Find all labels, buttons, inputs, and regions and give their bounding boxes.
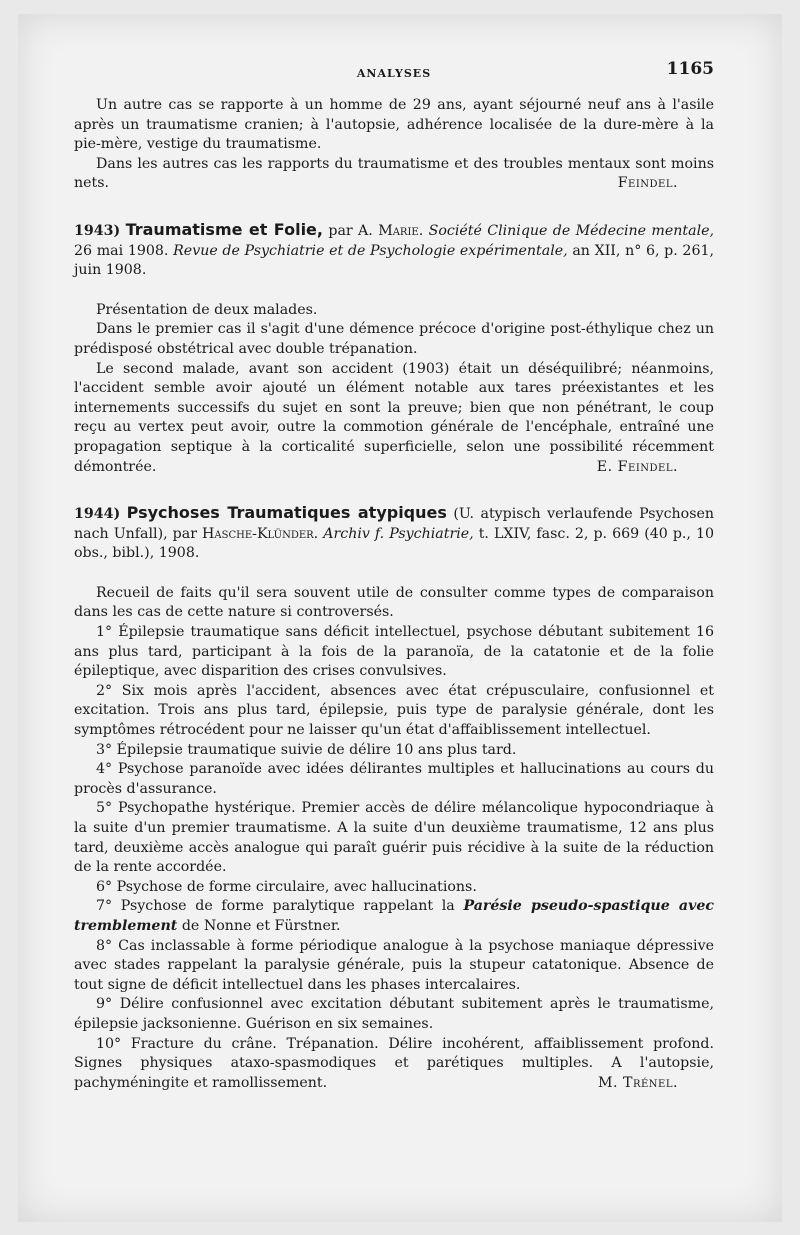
intro-signature: Feindel. xyxy=(617,175,678,192)
entry-1944-item-8: 8° Cas inclassable à forme périodique analogue à la psychose maniaque dépressive avec stades rappelant la paralysie générale, puis la stupeur catatonique. Absence de tout signe de déficit intellectuel dans les phases intercalaires. xyxy=(74,937,714,993)
entry-1944-subtitle: (U. atypisch verlaufende Psychosen nach Unfall), par xyxy=(74,506,715,542)
entry-1943 xyxy=(74,220,714,477)
entry-1943-paragraph-1: Présentation de deux malades. xyxy=(96,301,318,318)
entry-1944-title: Psychoses Traumatiques atypiques xyxy=(126,503,447,523)
intro-paragraph-1: Un autre cas se rapporte à un homme de 29 ans, ayant séjourné neuf ans à l'asile après un traumatisme cranien; à l'autopsie, adhérence localisée de la dure-mère à la pie-mère, vestige du traumatisme. xyxy=(74,97,714,153)
entry-1943-source-b: Revue de Psychiatrie et de Psychologie expérimentale, xyxy=(173,242,568,259)
entry-1944-number: 1944) xyxy=(74,506,121,523)
page-number: 1165 xyxy=(666,59,714,79)
header-title: ANALYSES xyxy=(356,67,432,80)
entry-1944-item-9: 9° Délire confusionnel avec excitation débutant subitement après le traumatisme, épilepsie jacksonienne. Guérison en six semaines. xyxy=(74,996,714,1032)
entry-1944-item-6: 6° Psychose de forme circulaire, avec hallucinations. xyxy=(96,878,477,895)
entry-1943-number: 1943) xyxy=(74,222,121,239)
entry-1944-item-2: 2° Six mois après l'accident, absences avec état crépusculaire, confusionnel et excitation. Trois ans plus tard, épilepsie, puis type de paralysie générale, dont les symptômes rétrocédent pour ne laisser qu'un état d'affaiblissement intellectuel. xyxy=(74,682,714,739)
page-sheet xyxy=(18,14,782,1222)
running-header xyxy=(74,59,714,84)
entry-1944-item-5: 5° Psychopathe hystérique. Premier accès de délire mélancolique hypocondriaque à la suite d'un premier traumatisme. A la suite d'un deuxième traumatisme, 12 ans plus tard, deuxième accès analogue qui paraît guérir puis récidive à la suite de la réduction de la rente accordée. xyxy=(74,800,714,876)
entry-1944-item-1: 1° Épilepsie traumatique sans déficit intellectuel, psychose débutant subitement 16 ans plus tard, participant à la fois de la paranoïa, de la catatonie et de la folie épileptique, avec disparition des crises convulsives. xyxy=(74,624,714,680)
entry-1943-details: an XII, n° 6, p. 261, juin 1908. xyxy=(74,242,715,279)
entry-1943-source-a: Société Clinique de Médecine mentale, xyxy=(428,222,715,239)
entry-1943-signature: E. Feindel. xyxy=(596,458,678,475)
entry-1944-item-10 xyxy=(74,1035,714,1094)
entry-1944-item-4: 4° Psychose paranoïde avec idées délirantes multiples et hallucinations au cours du procès d'assurance. xyxy=(74,761,714,797)
entry-1943-author: Marie. xyxy=(378,222,424,239)
entry-1944-paragraph-1: Recueil de faits qu'il sera souvent utile de consulter comme types de comparaison dans les cas de cette nature si controversés. xyxy=(74,584,714,621)
entry-1944 xyxy=(74,503,714,1093)
entry-1944-item-10-text: 10° Fracture du crâne. Trépanation. Délire incohérent, affaiblissement profond. Signes physiques ataxo-spasmodiques et parétiques multiples. A l'autopsie, pachyméningite et ramollissement. xyxy=(74,1035,714,1091)
entry-1943-paragraph-3 xyxy=(74,360,714,478)
entry-1944-heading xyxy=(74,503,714,564)
text-column xyxy=(74,14,714,1093)
entry-1944-item-7-end: de Nonne et Fürstner. xyxy=(181,917,341,934)
entry-1943-date: 26 mai 1908. xyxy=(74,242,169,259)
intro-paragraph-2-text: Dans les autres cas les rapports du traumatisme et des troubles mentaux sont moins nets. xyxy=(74,155,714,192)
intro-paragraph-2 xyxy=(74,155,714,194)
entry-1943-by: par A. xyxy=(328,222,373,239)
entry-1944-item-7-start: 7° Psychose de forme paralytique rappelant la xyxy=(96,898,455,915)
entry-1943-heading xyxy=(74,220,714,281)
entry-1944-source: Archiv f. Psychiatrie, xyxy=(323,525,474,542)
entry-1943-title: Traumatisme et Folie, xyxy=(125,219,323,239)
entry-1944-author: Hasche-Klünder. xyxy=(202,525,319,542)
entry-1943-paragraph-2: Dans le premier cas il s'agit d'une démence précoce d'origine post-éthylique chez un prédisposé obstétrical avec double trépanation. xyxy=(74,321,714,357)
entry-1944-item-7 xyxy=(74,897,714,936)
entry-1943-paragraph-3-text: Le second malade, avant son accident (1903) était un déséquilibré; néanmoins, l'accident semble avoir ajouté un élément notable aux tares préexistantes et les internements successifs du sujet en sont la preuve; bien que non pénétrant, le coup reçu au vertex peut avoir, outre la commotion générale de l'encéphale, entraîné une propagation septique à la corticalité superficielle, selon une possibilité récemment démontrée. xyxy=(74,360,714,475)
entry-1944-item-3: 3° Épilepsie traumatique suivie de délire 10 ans plus tard. xyxy=(96,741,517,758)
entry-1944-signature: M. Trénel. xyxy=(597,1074,678,1091)
entry-1944-item-7-italic: Parésie pseudo-spastique avec tremblement xyxy=(74,898,714,934)
entry-1944-details: t. LXIV, fasc. 2, p. 669 (40 p., 10 obs., bibl.), 1908. xyxy=(74,525,715,562)
